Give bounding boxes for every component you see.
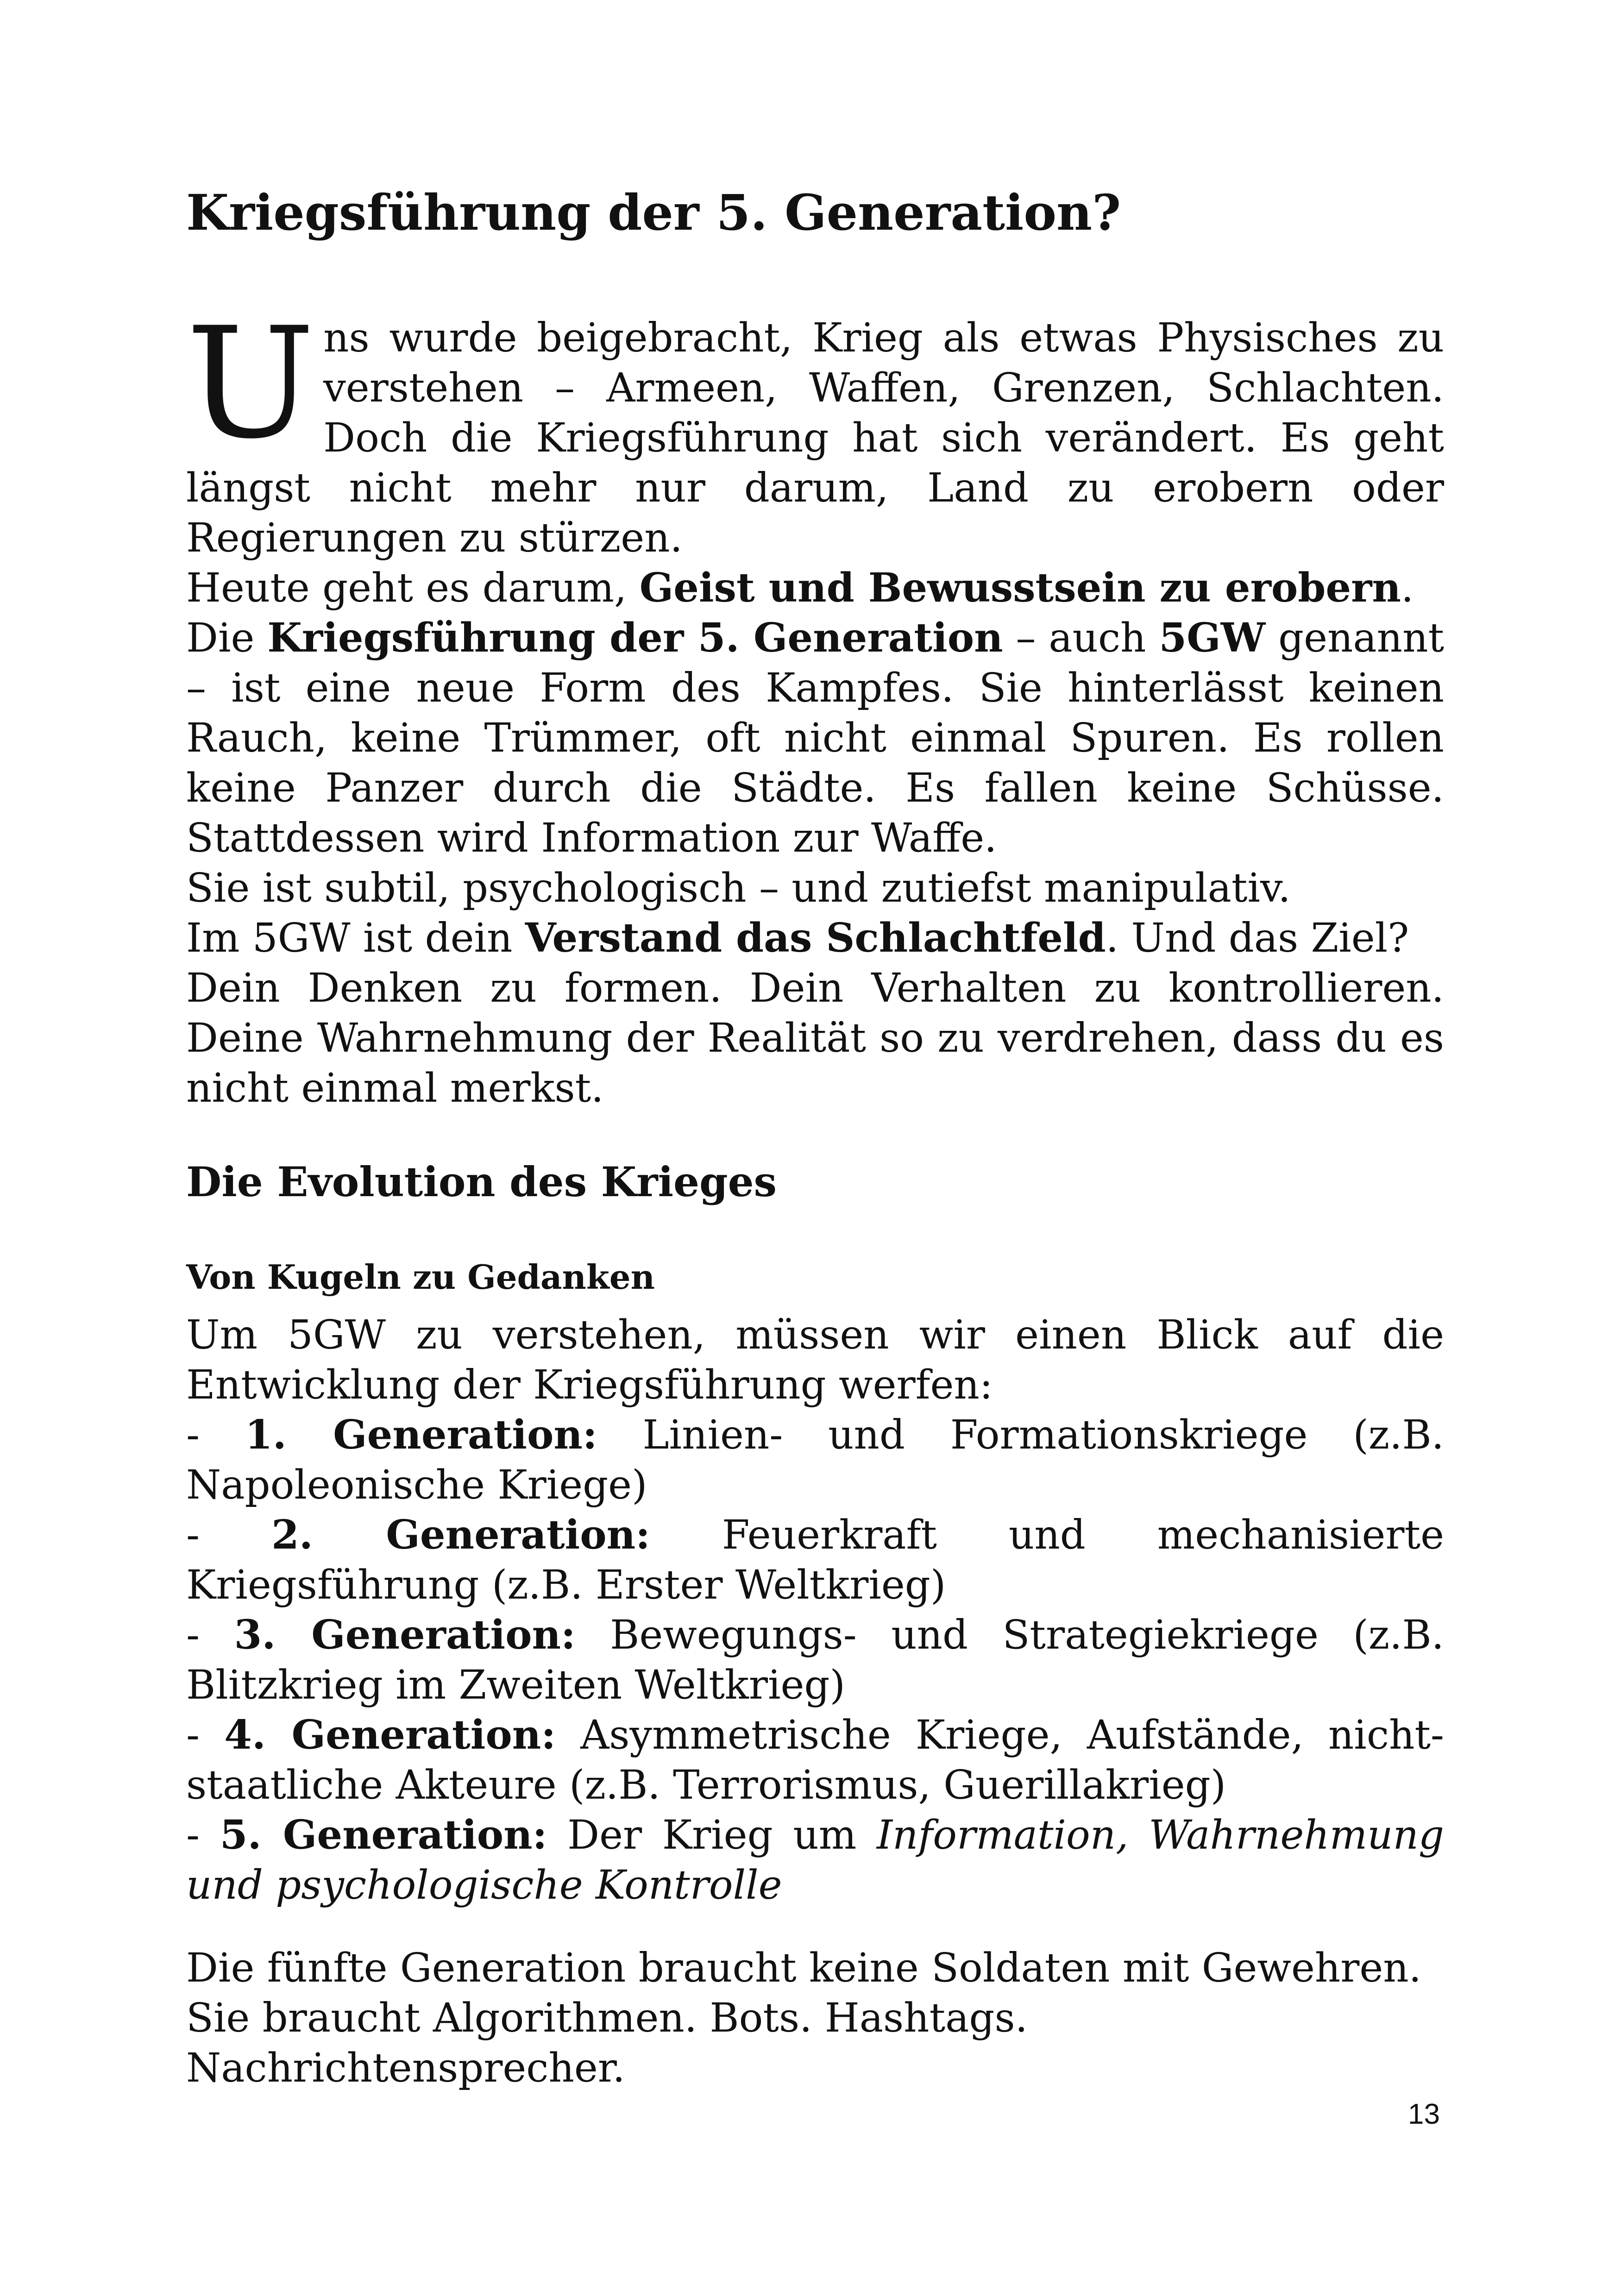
intro-text-5-post: . Und das Ziel?: [1106, 915, 1409, 961]
evolution-lead: Um 5GW zu verstehen, müssen wir einen Blick auf die Entwicklung der Kriegsführung werfen:: [186, 1312, 1444, 1408]
generation-prefix: -: [186, 1712, 225, 1758]
intro-paragraph-2: [186, 563, 1444, 613]
closing-line-2: Sie braucht Algorithmen. Bots. Hashtags. Nachrichtensprecher.: [186, 1995, 1028, 2091]
generation-prefix: -: [186, 1612, 234, 1658]
intro-text-2-pre: Heute geht es darum,: [186, 565, 640, 611]
generation-label: 5. Generation:: [220, 1812, 547, 1858]
generation-text: Der Krieg um: [547, 1812, 877, 1858]
generation-label: 1. Generation:: [245, 1411, 597, 1458]
generation-text: Asymmetrische Kriege, Aufstände, nicht-staatliche Akteure (z.B. Terrorismus, Guerillakrieg): [186, 1712, 1444, 1808]
generation-text: Bewegungs- und Strategiekriege (z.B. Blitzkrieg im Zweiten Weltkrieg): [186, 1612, 1444, 1708]
intro-text-2-bold: Geist und Bewusstsein zu erobern: [639, 565, 1401, 611]
intro-text-5-pre: Im 5GW ist dein: [186, 915, 525, 961]
generation-text: Linien- und Formationskriege (z.B. Napoleonische Kriege): [186, 1412, 1444, 1508]
intro-text-1: ns wurde beigebracht, Krieg als etwas Physisches zu verstehen – Armeen, Waffen, Grenzen, Schlachten. Doch die Kriegsführung hat sich verändert. Es geht längst nicht mehr nur darum, Land zu erobern oder Regierungen zu stürzen.: [186, 315, 1444, 561]
generation-text: Feuerkraft und mechanisierte Kriegsführung (z.B. Erster Weltkrieg): [186, 1512, 1444, 1608]
chapter-title: Kriegsführung der 5. Generation?: [186, 183, 1121, 241]
generation-item-1: [186, 1410, 1444, 1510]
intro-text-3-post: genannt – ist eine neue Form des Kampfes. Sie hinterlässt keinen Rauch, keine Trümmer, oft nicht einmal Spuren. Es rollen keine Panzer durch die Städte. Es fallen keine Schüsse. Stattdessen wird Information zur Waffe.: [186, 615, 1445, 861]
intro-text-3-mid: – auch: [1003, 615, 1159, 661]
closing-section: [186, 1943, 1444, 2093]
subsection-title: Von Kugeln zu Gedanken: [186, 1257, 655, 1297]
intro-text-2-post: .: [1401, 565, 1414, 611]
generation-item-2: [186, 1510, 1444, 1610]
section-title: Die Evolution des Krieges: [186, 1158, 777, 1206]
intro-paragraph-5: [186, 913, 1444, 963]
generation-item-4: [186, 1710, 1444, 1810]
generation-text-italic: Information, Wahrnehmung und psychologische Kontrolle: [186, 1812, 1444, 1908]
generation-prefix: -: [186, 1812, 220, 1858]
intro-paragraph-1: [186, 295, 1444, 563]
intro-text-3-bold-2: 5GW: [1159, 615, 1266, 661]
intro-paragraph-6: Dein Denken zu formen. Dein Verhalten zu kontrollieren. Deine Wahrnehmung der Realität so zu verdrehen, dass du es nicht einmal merkst.: [186, 965, 1444, 1111]
generation-item-3: [186, 1610, 1444, 1710]
intro-text-3-bold-1: Kriegsführung der 5. Generation: [267, 615, 1003, 661]
intro-section: [186, 295, 1445, 1113]
generation-item-5: [186, 1810, 1444, 1910]
drop-cap: U: [186, 295, 315, 472]
intro-paragraph-4: Sie ist subtil, psychologisch – und zutiefst manipulativ.: [186, 865, 1291, 911]
intro-paragraph-3: [186, 613, 1444, 863]
generation-prefix: -: [186, 1412, 245, 1458]
generation-label: 3. Generation:: [234, 1612, 576, 1658]
generation-label: 2. Generation:: [271, 1512, 650, 1558]
generation-label: 4. Generation:: [224, 1712, 556, 1758]
page-number: 13: [1408, 2098, 1440, 2130]
intro-text-5-bold: Verstand das Schlachtfeld: [525, 915, 1106, 961]
generation-prefix: -: [186, 1512, 272, 1558]
evolution-section: [186, 1310, 1444, 1910]
closing-line-1: Die fünfte Generation braucht keine Soldaten mit Gewehren.: [186, 1945, 1422, 1991]
intro-text-3-pre: Die: [186, 615, 268, 661]
